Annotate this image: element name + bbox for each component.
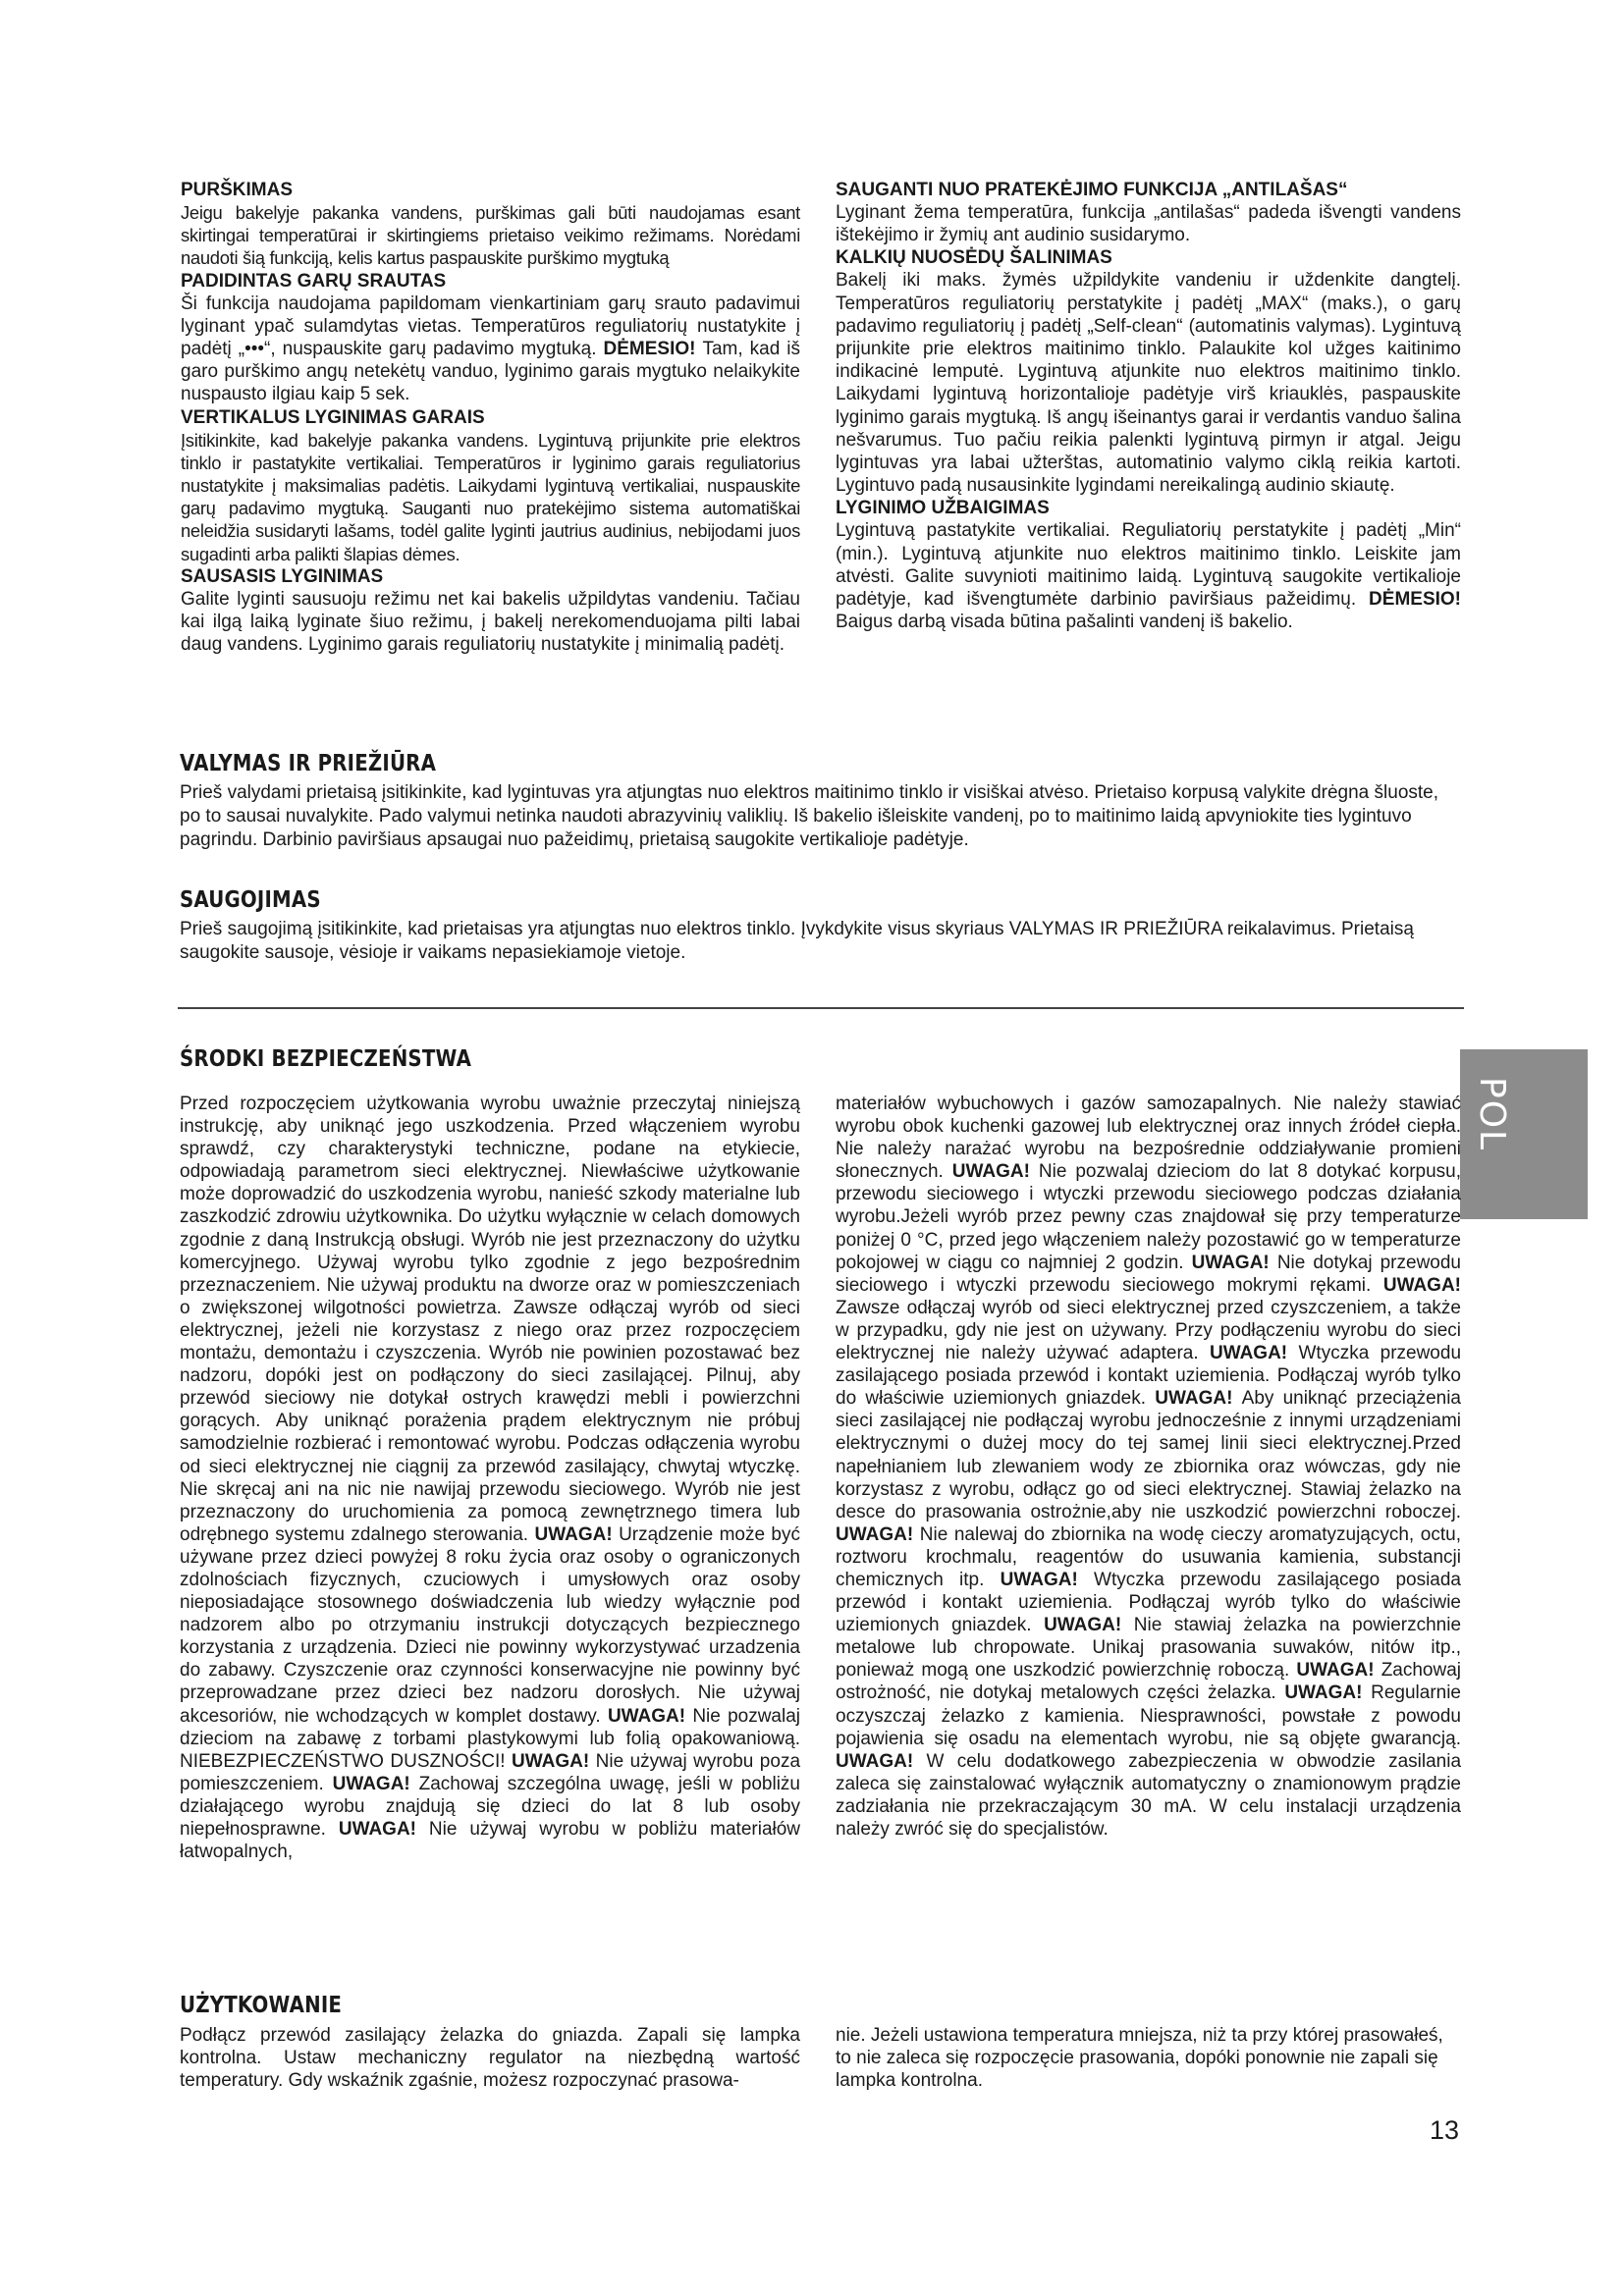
- warning-label: UWAGA!: [951, 1161, 1039, 1183]
- paragraph-text: materiałów wybuchowych i gazów samozapalnych. Nie należy stawiać wyrobu obok kuchenki gazowej lub elektrycznej oraz innych źródeł ciepła. Nie należy narażać wyrobu na bezpośrednie oddziaływanie promieni słonecznych.: [836, 1094, 1461, 1183]
- valymas-text: Prieš valydami prietaisą įsitikinkite, kad lygintuvas yra atjungtas nuo elektros maitinimo tinklo ir visiškai atvėso. Prietaiso korpusą valykite drėgna šluoste, po to sausai nuvalykite. Pado valymui netinka naudoti abrazyvinių valiklių. Iš bakelio išleiskite vandenį, po to maitinimo laidą apvyniokite ties lygintuvo pagrindu. Darbinio paviršiaus apsaugai nuo pažeidimų, prietaisą saugokite vertikalioje padėtyje.: [180, 782, 1439, 850]
- section-divider: [178, 1007, 1464, 1009]
- paragraph-text: Przed rozpoczęciem użytkowania wyrobu uważnie przeczytaj niniejszą instrukcję, aby uniknąć jego uszkodzenia. Przed włączeniem wyrobu sprawdź, czy charakterystyki techniczne, podane na etykiecie, odpowiadają parametrom sieci elektrycznej. Niewłaściwe użytkowanie może doprowadzić do uszkodzenia wyrobu, nanieść szkody materialne lub zaszkodzić zdrowiu użytkownika. Do użytku wyłącznie w celach domowych zgodnie z daną Instrukcją obsługi. Wyrób nie jest przeznaczony do użytku komercyjnego. Używaj wyrobu tylko zgodnie z jego bezpośrednim przeznaczeniem. Nie używaj produktu na dworze oraz w pomieszczeniach o zwiększonej wilgotności powietrza. Zawsze odłączaj wyrób od sieci elektrycznej, jeżeli nie korzystasz z niego oraz przez rozpoczęciem montażu, demontażu i czyszczenia. Wyrób nie powinien pozostawać bez nadzoru, dopóki jest on podłączony do sieci zasilającej. Pilnuj, aby przewód sieciowy nie dotykał ostrych krawędzi mebli i powierzchni gorących. Aby uniknąć porażenia prądem elektrycznym nie próbuj samodzielnie rozbierać i remontować wyrobu. Podczas odłączenia wyrobu od sieci elektrycznej nie ciągnij za przewód zasilający, chwytaj wtyczkę. Nie skręcaj ani na nic nie nawijaj przewodu sieciowego. Wyrób nie jest przeznaczony do uruchomienia za pomocą zewnętrznego timera lub odrębnego systemu zdalnego sterowania.: [180, 1094, 800, 1545]
- paragraph-text: Ši funkcija naudojama papildomam vienkartiniam garų srauto padavimui lyginant ypač sulamdytas vietas. Temperatūros reguliatorių nustatykite į padėtį „•••“, nuspauskite garų padavimo mygtuką.: [181, 293, 800, 360]
- language-tab-label: POL: [1472, 1077, 1512, 1152]
- section-heading-saugojimas: SAUGOJIMAS: [180, 887, 321, 913]
- paragraph: [180, 1093, 800, 1863]
- paragraph-text: Aby uniknąć przeciążenia sieci zasilającej nie podłączaj wyrobu jednocześnie z innymi urządzeniami elektrycznymi o dużej mocy do tej samej linii sieci elektrycznej.Przed napełnianiem lub zlewaniem wody ze zbiornika oraz wówczas, gdy nie korzystasz z wyrobu, odłącz go od sieci elektrycznej. Stawiaj żelazko na desce do prasowania ostrożnie,aby nie uszkodzić powierzchni roboczej.: [836, 1388, 1461, 1522]
- warning-label: UWAGA!: [1296, 1660, 1381, 1682]
- warning-label: UWAGA!: [1284, 1682, 1372, 1704]
- warning-label: UWAGA!: [1382, 1274, 1462, 1296]
- warning-label: UWAGA!: [836, 1523, 920, 1545]
- paragraph-text: Nie dotykaj przewodu sieciowego i wtyczki przewodu sieciowego mokrymi rękami.: [836, 1252, 1461, 1296]
- paragraph-text: Tam, kad iš garo purškimo angų netekėtų vanduo, lyginimo garais mygtuko nelaikykite nuspausto ilgiau kaip 5 sek.: [181, 339, 801, 405]
- lt-left-column: [181, 179, 800, 656]
- paragraph-text: W celu dodatkowego zabezpieczenia w obwodzie zasilania zaleca się zainstalować wyłącznik automatyczny o znamionowym prądzie zadziałania nie przekraczającym 30 mA. W celu instalacji urządzenia należy zwróć się do specjalistów.: [836, 1750, 1462, 1840]
- warning-label: UWAGA!: [1044, 1615, 1134, 1636]
- paragraph-text: Nie pozwalaj dzieciom do lat 8 dotykać korpusu, przewodu sieciowego i wtyczki przewodu sieciowego podczas działania wyrobu.Jeżeli wyrób przez pewny czas znajdował się przy temperaturze poniżej 0 °C, przed jego włączeniem należy pozostawić go w temperaturze pokojowej w ciągu co najmniej 2 godzin.: [836, 1161, 1462, 1273]
- warning-label: DĖMESIO!: [603, 339, 703, 360]
- section-heading-valymas: VALYMAS IR PRIEŽIŪRA: [180, 751, 437, 776]
- warning-label: UWAGA!: [1191, 1252, 1277, 1273]
- uzytkowanie-right-text: nie. Jeżeli ustawiona temperatura mniejsza, niż ta przy której prasowałeś, to nie zaleca się rozpoczęcie prasowania, dopóki ponownie nie zapali się lampka kontrolna.: [836, 2025, 1443, 2092]
- paragraph-text: Lygintuvą pastatykite vertikaliai. Reguliatorių perstatykite į padėtį „Min“ (min.). Lygintuvą atjunkite nuo elektros maitinimo tinklo. Leiskite jam atvėsti. Galite suvynioti maitinimo laidą. Lygintuvą saugokite vertikalioje padėtyje, kad išvengtumėte darbinio paviršiaus pažeidimų.: [836, 520, 1461, 611]
- page-number: 13: [1430, 2115, 1460, 2145]
- paragraph-text: Nie używaj wyrobu poza pomieszczeniem.: [180, 1750, 801, 1794]
- paragraph-text: Nie używaj wyrobu w pobliżu materiałów łatwopalnych,: [180, 1819, 801, 1863]
- paragraph: Jeigu bakelyje pakanka vandens, purškimas gali būti naudojamas esant skirtingai temperatūrai ir skirtingiems prietaiso veikimo režimams. Norėdami naudoti šią funkciją, kelis kartus paspauskite purškimo mygtuką: [181, 202, 800, 269]
- paragraph-text: Nie stawiaj żelazka na powierzchnie metalowe lub chropowate. Unikaj prasowania suwaków, nitów itp., ponieważ mogą one uszkodzić powierzchnię roboczą.: [836, 1615, 1462, 1682]
- warning-label: UWAGA!: [1209, 1343, 1299, 1364]
- section-heading: LYGINIMO UŽBAIGIMAS: [836, 498, 1050, 519]
- uzytkowanie-left-text: Podłącz przewód zasilający żelazka do gniazda. Zapali się lampka kontrolna. Ustaw mechaniczny regulator na niezbędną wartość temperatury. Gdy wskaźnik zgaśnie, możesz rozpoczynać prasowa-: [180, 2025, 800, 2092]
- warning-label: UWAGA!: [1155, 1388, 1242, 1410]
- section-heading: KALKIŲ NUOSĖDŲ ŠALINIMAS: [836, 247, 1112, 269]
- warning-label: UWAGA!: [338, 1819, 429, 1840]
- warning-label: DĖMESIO!: [1369, 589, 1461, 611]
- lt-right-column: [836, 179, 1461, 633]
- paragraph-text: Baigus darbą visada būtina pašalinti vandenį iš bakelio.: [836, 612, 1293, 633]
- warning-label: UWAGA!: [607, 1705, 693, 1727]
- paragraph-text: Nie pozwalaj dzieciom na zabawę z torbami plastykowymi lub folią opakowaniową. NIEBEZPIECZEŃSTWO DUSZNOŚCI!: [180, 1705, 801, 1772]
- paragraph: Įsitikinkite, kad bakelyje pakanka vandens. Lygintuvą prijunkite prie elektros tinklo ir pastatykite vertikaliai. Temperatūros ir lyginimo garais reguliatorius nustatykite į maksimalias padėtis. Laikydami lygintuvą vertikaliai, nuspauskite garų padavimo mygtuką. Sauganti nuo pratekėjimo sistema automatiškai neleidžia susidaryti lašams, todėl galite lyginti jautrius audinius, nebijodami juos sugadinti arba palikti šlapias dėmes.: [181, 429, 800, 564]
- paragraph-text: Wtyczka przewodu zasilającego posiada przewód i kontakt uziemienia. Podłączaj wyrób tylko do właściwie uziemionych gniazdek.: [836, 1569, 1462, 1636]
- paragraph: Galite lyginti sausuoju režimu net kai bakelis užpildytas vandeniu. Tačiau kai ilgą laiką lyginate šiuo režimu, į bakelį nerekomenduojama pilti labai daug vandens. Lyginimo garais reguliatorių nustatykite į minimalią padėtį.: [181, 588, 800, 656]
- section-heading: VERTIKALUS LYGINIMAS GARAIS: [181, 406, 485, 428]
- paragraph: [836, 1093, 1461, 1841]
- paragraph-text: Zawsze odłączaj wyrób od sieci elektrycznej przed czyszczeniem, a także w przypadku, gdy nie jest on używany. Przy podłączeniu wyrobu do sieci elektrycznej nie należy używać adaptera.: [836, 1297, 1461, 1364]
- paragraph-text: Nie nalewaj do zbiornika na wodę cieczy aromatyzujących, octu, roztworu krochmalu, reagentów do usuwania kamienia, substancji chemicznych itp.: [836, 1523, 1461, 1590]
- saugojimas-text: Prieš saugojimą įsitikinkite, kad prietaisas yra atjungtas nuo elektros tinklo. Įvykdykite visus skyriaus VALYMAS IR PRIEŽIŪRA reikalavimus. Prietaisą saugokite sausoje, vėsioje ir vaikams nepasiekiamoje vietoje.: [180, 919, 1414, 963]
- paragraph-text: Wtyczka przewodu zasilającego posiada przewód i kontakt uziemienia. Podłączaj wyrób tylko do właściwie uziemionych gniazdek.: [836, 1343, 1462, 1410]
- warning-label: UWAGA!: [1000, 1569, 1095, 1590]
- warning-label: UWAGA!: [332, 1773, 419, 1794]
- section-heading: PURŠKIMAS: [181, 180, 294, 200]
- section-heading: PADIDINTAS GARŲ SRAUTAS: [181, 270, 447, 292]
- paragraph: [181, 293, 800, 406]
- paragraph: Lyginant žema temperatūra, funkcija „antilašas“ padeda išvengti vandens ištekėjimo ir žymių ant audinio susidarymo.: [836, 202, 1461, 246]
- pl-left-column: [180, 1093, 800, 1863]
- warning-label: UWAGA!: [836, 1750, 927, 1772]
- warning-label: UWAGA!: [512, 1750, 596, 1772]
- section-heading-srodki: ŚRODKI BEZPIECZEŃSTWA: [180, 1046, 472, 1072]
- section-heading-uzytkowanie: UŻYTKOWANIE: [180, 1993, 343, 2018]
- paragraph-text: Zachowaj szczególna uwagę, jeśli w pobliżu działającego wyrobu znajdują się dzieci do lat 8 lub osoby niepełnosprawne.: [180, 1773, 801, 1840]
- paragraph: [836, 519, 1461, 633]
- language-tab: [1460, 1049, 1588, 1219]
- warning-label: UWAGA!: [534, 1523, 620, 1545]
- paragraph-text: Urządzenie może być używane przez dzieci powyżej 8 roku życia oraz osoby o ograniczonych zdolnościach fizycznych, czuciowych i umysłowych oraz osoby nieposiadające stosownego doświadczenia lub wiedzy wyłącznie pod nadzorem albo po otrzymaniu instrukcji dotyczących bezpiecznego korzystania z urządzenia. Dzieci nie powinny wykorzystywać urzadzenia do zabawy. Czyszczenie oraz czynności konserwacyjne nie powinny być przeprowadzane przez dzieci bez nadzoru dorosłych. Nie używaj akcesoriów, nie wchodzących w komplet dostawy.: [180, 1523, 800, 1727]
- section-heading: SAUGANTI NUO PRATEKĖJIMO FUNKCIJA „ANTILAŠAS“: [836, 180, 1348, 200]
- paragraph: Bakelį iki maks. žymės užpildykite vandeniu ir uždenkite dangtelį. Temperatūros reguliatorių perstatykite į padėtį „MAX“ (maks.), o garų padavimo reguliatorių į padėtį „Self-clean“ (automatinis valymas). Lygintuvą prijunkite prie elektros maitinimo tinklo. Palaukite kol užges kaitinimo indikacinė lemputė. Lygintuvą atjunkite nuo elektros maitinimo tinklo. Laikydami lygintuvą horizontalioje padėtyje virš kriauklės, paspauskite lyginimo garais mygtuką. Iš angų išeinantys garai ir verdantis vanduo šalina nešvarumus. Tuo pačiu reikia palenkti lygintuvą pirmyn ir atgal. Jeigu lygintuvas yra labai užterštas, automatinio valymo ciklą reikia kartoti. Lygintuvo padą nusausinkite lygindami nereikalingą audinio skiautę.: [836, 270, 1461, 497]
- paragraph-text: Regularnie oczyszczaj żelazko z kamienia. Niesprawności, powstałe z powodu pojawienia się osadu na elementach wyrobu, nie są objęte gwarancją.: [836, 1682, 1462, 1749]
- section-heading: SAUSASIS LYGINIMAS: [181, 565, 384, 587]
- pl-right-column: [836, 1093, 1461, 1841]
- paragraph-text: Zachowaj ostrożność, nie dotykaj metalowych części żelazka.: [836, 1660, 1462, 1704]
